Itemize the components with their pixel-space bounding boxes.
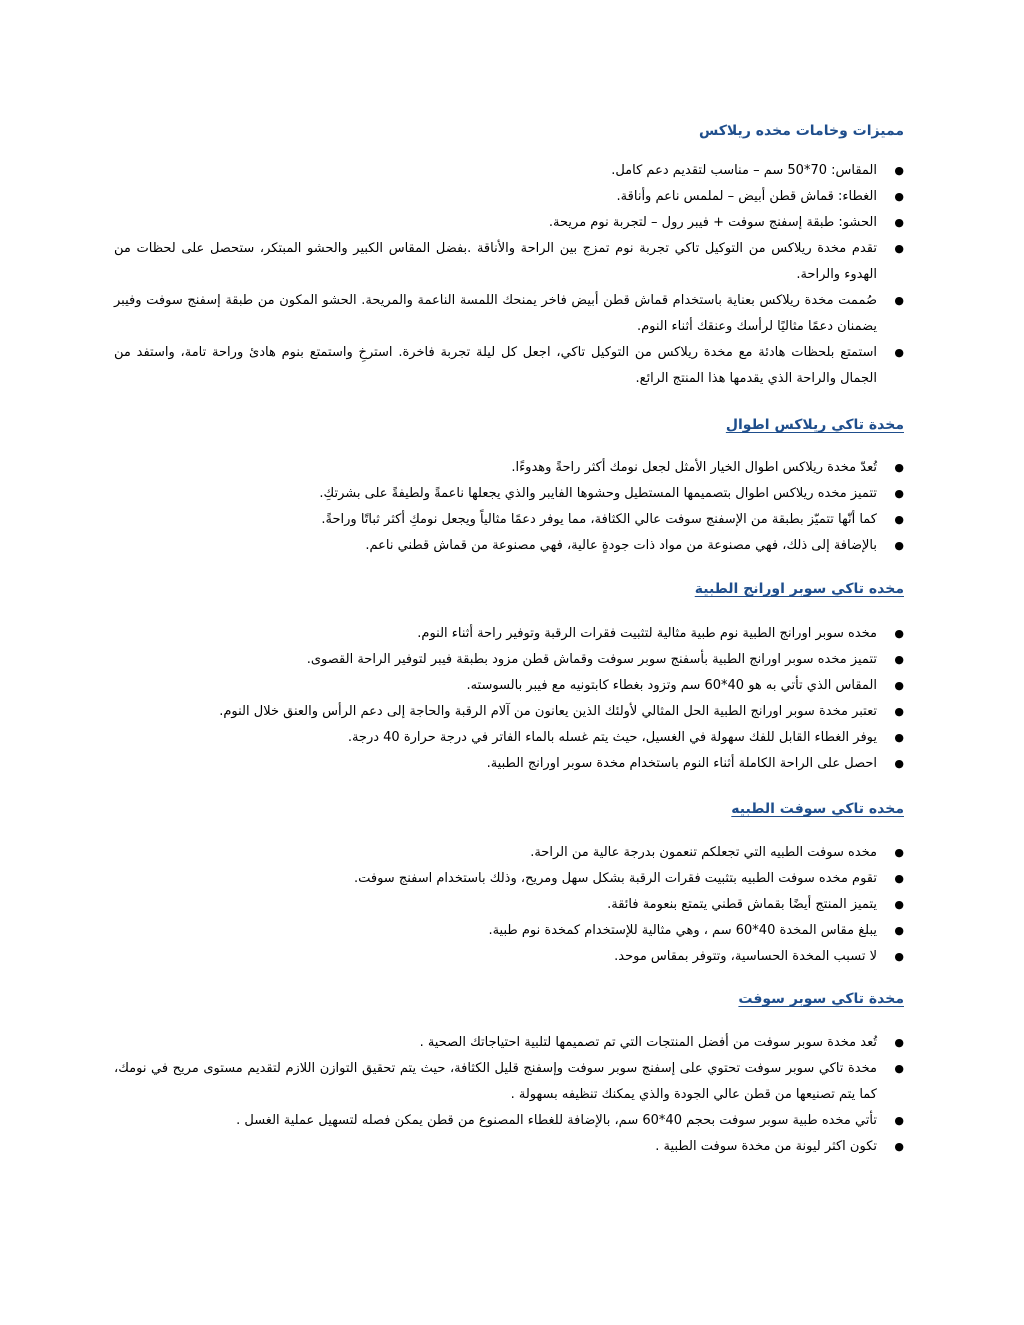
list-item [114, 481, 904, 507]
bullet-icon: ● [894, 924, 904, 937]
list-item [114, 840, 904, 866]
list-item-text: تُعدّ مخدة ريلاكس اطوال الخيار الأمثل لجعل نومك أكثر راحةً وهدوءًا. [511, 460, 877, 475]
bullet-icon: ● [894, 898, 904, 911]
section-heading: مخدة تاكي ريلاكس اطوال [725, 417, 904, 433]
list-item [114, 288, 904, 340]
list-item [114, 158, 904, 184]
bullet-list [114, 621, 904, 777]
bullet-icon: ● [894, 705, 904, 718]
list-item [114, 866, 904, 892]
bullet-icon: ● [894, 1140, 904, 1153]
section-relax-features [114, 121, 904, 392]
list-item-text: الحشو: طبقة إسفنج سوفت + فيبر رول – لتجربة نوم مريحة. [548, 215, 877, 230]
section-super-soft [114, 989, 904, 1160]
list-item-text: تقدم مخدة ريلاكس من التوكيل تاكي تجربة نوم تمزج بين الراحة والأناقة .بفضل المقاس الكبير والحشو المبتكر، ستحصل على لحظات من الهدوء والراحة. [114, 241, 877, 282]
list-item-text: المقاس الذي تأتي به هو 40*60 سم وتزود بغطاء كابتونيه مع فيبر بالسوسته. [466, 678, 877, 693]
list-item-text: بالإضافة إلى ذلك، فهي مصنوعة من مواد ذات جودةٍ عالية، فهي مصنوعة من قماش قطني ناعم. [365, 538, 877, 553]
section-heading: مميزات وخامات مخده ريلاكس [699, 123, 904, 139]
bullet-icon: ● [894, 487, 904, 500]
list-item [114, 455, 904, 481]
list-item-text: لا تسبب المخدة الحساسية، وتتوفر بمقاس موحد. [614, 949, 877, 964]
list-item [114, 751, 904, 777]
list-item [114, 673, 904, 699]
bullet-icon: ● [894, 872, 904, 885]
section-super-orange [114, 579, 904, 777]
bullet-icon: ● [894, 190, 904, 203]
bullet-icon: ● [894, 1036, 904, 1049]
list-item [114, 1030, 904, 1056]
list-item [114, 892, 904, 918]
list-item-text: صُممت مخدة ريلاكس بعناية باستخدام قماش قطن أبيض فاخر يمنحك اللمسة الناعمة والمريحة. الحشو المكون من طبقة إسفنج سوفت وفيبر يضمنان دعمًا مثاليًا لرأسك وعنقك أثناء النوم. [114, 293, 877, 334]
list-item-text: تكون اكثر ليونة من مخدة سوفت الطبية . [655, 1139, 877, 1154]
list-item-text: تقوم مخده سوفت الطبيه بتثبيت فقرات الرقبة بشكل سهل ومريح، وذلك باستخدام اسفنج سوفت. [353, 871, 877, 886]
list-item-text: يتميز المنتج أيضًا بقماش قطني يتمتع بنعومة فائقة. [607, 897, 877, 912]
list-item-text: تتميز مخده ريلاكس اطوال بتصميمها المستطيل وحشوها الفايبر والذي يجعلها ناعمةً ولطيفةً على بشرتكِ. [319, 486, 877, 501]
list-item-text: احصل على الراحة الكاملة أثناء النوم باستخدام مخدة سوبر اورانج الطبية. [486, 756, 877, 771]
section-soft-medical [114, 799, 904, 970]
list-item [114, 647, 904, 673]
list-item [114, 725, 904, 751]
bullet-icon: ● [894, 242, 904, 255]
bullet-icon: ● [894, 731, 904, 744]
bullet-icon: ● [894, 513, 904, 526]
list-item-text: كما أنّها تتميّز بطبقة من الإسفنج سوفت عالي الكثافة، مما يوفر دعمًا مثالياً ويجعل نومكِ أكثر ثباتًا وراحةً. [321, 512, 877, 527]
list-item [74, 699, 904, 725]
section-relax-long [114, 415, 904, 559]
bullet-icon: ● [894, 346, 904, 359]
bullet-icon: ● [894, 653, 904, 666]
bullet-icon: ● [894, 627, 904, 640]
list-item-text: يوفر الغطاء القابل للفك سهولة في الغسيل، حيث يتم غسله بالماء الفاتر في درجة حرارة 40 درجة. [347, 730, 877, 745]
list-item-text: مخده سوبر اورانج الطبية نوم طبية مثالية لتثبيت فقرات الرقبة وتوفير راحة أثناء النوم. [417, 626, 877, 641]
bullet-icon: ● [894, 846, 904, 859]
bullet-icon: ● [894, 216, 904, 229]
list-item [114, 1108, 904, 1134]
list-item [114, 944, 904, 970]
section-heading: مخده تاكي سوبر اورانج الطبية [694, 581, 904, 597]
bullet-list [114, 1030, 904, 1160]
list-item-text: تأتي مخده طبية سوبر سوفت بحجم 40*60 سم، بالإضافة للغطاء المصنوع من قطن يمكن فصله لتسهيل عملية الغسل . [236, 1113, 877, 1128]
list-item [114, 1056, 904, 1108]
list-item-text: يبلغ مقاس المخدة 40*60 سم ، وهي مثالية للإستخدام كمخدة نوم طبية. [488, 923, 877, 938]
list-item-text: تتميز مخده سوبر اورانج الطبية بأسفنج سوبر سوفت وقماش قطن مزود بطبقة فيبر لتوفير الراحة القصوى. [306, 652, 877, 667]
list-item-text: مخده سوفت الطبيه التي تجعلكم تنعمون بدرجة عالية من الراحة. [530, 845, 877, 860]
list-item [114, 918, 904, 944]
list-item [114, 210, 904, 236]
bullet-list [114, 158, 904, 392]
bullet-icon: ● [894, 461, 904, 474]
bullet-list [114, 840, 904, 970]
list-item-text: استمتع بلحظات هادئة مع مخدة ريلاكس من التوكيل تاكي، اجعل كل ليلة تجربة فاخرة. استرخِ واستمتع بنوم هادئ وراحة تامة، واستفد من الجمال والراحة الذي يقدمها هذا المنتج الرائع. [114, 345, 877, 386]
section-heading: مخده تاكي سوفت الطبيه [731, 801, 904, 817]
bullet-list [114, 455, 904, 559]
bullet-icon: ● [894, 164, 904, 177]
list-item-text: مخدة تاكي سوبر سوفت تحتوي على إسفنج سوبر سوفت وإسفنج قليل الكثافة، حيث يتم تحقيق التوازن اللازم لتقديم مستوى مريح في نومك، كما يتم تصنيعها من قطن عالي الجودة والذي يمكنك تنظيفه بسهولة . [114, 1061, 877, 1102]
list-item [114, 533, 904, 559]
bullet-icon: ● [894, 294, 904, 307]
list-item [114, 621, 904, 647]
list-item [114, 507, 904, 533]
bullet-icon: ● [894, 950, 904, 963]
bullet-icon: ● [894, 679, 904, 692]
section-heading: مخدة تاكي سوبر سوفت [738, 991, 904, 1007]
list-item [114, 340, 904, 392]
list-item [114, 184, 904, 210]
bullet-icon: ● [894, 1114, 904, 1127]
bullet-icon: ● [894, 1062, 904, 1075]
bullet-icon: ● [894, 757, 904, 770]
list-item-text: تعتبر مخدة سوبر اورانج الطبية الحل المثالي لأولئك الذين يعانون من آلام الرقبة والحاجة إلى دعم الرأس والعنق خلال النوم. [219, 704, 877, 719]
list-item [114, 1134, 904, 1160]
list-item-text: المقاس: 70*50 سم – مناسب لتقديم دعم كامل. [611, 163, 877, 178]
list-item-text: الغطاء: قماش قطن أبيض – لملمس ناعم وأناقة. [616, 189, 877, 204]
list-item [114, 236, 904, 288]
list-item-text: تُعد مخدة سوبر سوفت من أفضل المنتجات التي تم تصميمها لتلبية احتياجاتك الصحية . [419, 1035, 877, 1050]
bullet-icon: ● [894, 539, 904, 552]
